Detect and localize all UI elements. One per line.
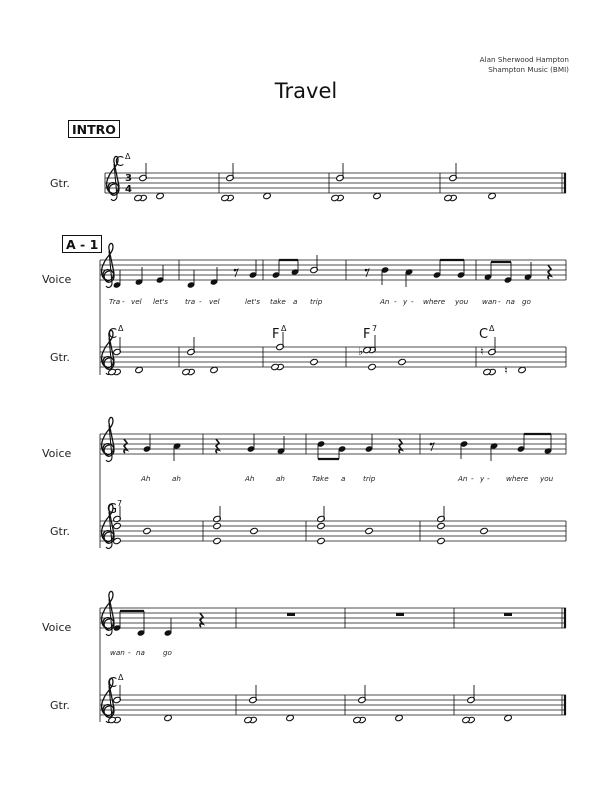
svg-text:trip: trip (363, 474, 376, 483)
chords-a1 (108, 324, 495, 342)
svg-text:vel: vel (209, 297, 220, 306)
svg-text:ah: ah (276, 474, 285, 483)
svg-text:let's: let's (245, 297, 260, 306)
lyrics-system-3 (140, 474, 554, 483)
chord-a1-3-quality: 7 (372, 324, 378, 333)
chord-a1-2-root: F (272, 327, 280, 342)
chord-a1-3-root: F (363, 327, 371, 342)
svg-text:ah: ah (172, 474, 181, 483)
time-sig-top: 3 (125, 173, 132, 184)
svg-text:-: - (498, 297, 501, 306)
staff-label-voice-2: Voice (42, 447, 72, 460)
svg-text:-: - (122, 297, 125, 306)
svg-text:you: you (540, 474, 554, 483)
svg-text:-: - (128, 648, 131, 657)
svg-text:Take: Take (312, 474, 329, 483)
svg-text:-: - (487, 474, 490, 483)
staff-system4-voice (100, 591, 566, 636)
svg-text:where: where (506, 474, 529, 483)
svg-text:♭: ♭ (358, 345, 364, 358)
chord-system4-quality: Δ (118, 673, 124, 682)
svg-text:Ah: Ah (141, 474, 151, 483)
chord-a1-4-root: C (479, 327, 489, 342)
chord-a1-1-quality: Δ (118, 324, 124, 333)
svg-text:trip: trip (310, 297, 323, 306)
chord-system3-root: G (107, 502, 118, 517)
svg-text:wan: wan (110, 648, 125, 657)
svg-text:a: a (341, 474, 346, 483)
composer-credit: Alan Sherwood Hampton (479, 55, 569, 64)
svg-text:-: - (411, 297, 414, 306)
rehearsal-mark-intro: INTRO (68, 120, 120, 138)
song-title: Travel (274, 79, 338, 103)
svg-text:wan: wan (482, 297, 497, 306)
svg-text:y: y (480, 474, 485, 483)
svg-text:a: a (293, 297, 298, 306)
svg-text:let's: let's (153, 297, 168, 306)
staff-label-gtr-4: Gtr. (50, 699, 70, 712)
publisher-credit: Shampton Music (BMI) (488, 65, 569, 74)
svg-text:♮: ♮ (480, 345, 484, 358)
staff-a1-guitar (100, 330, 566, 377)
svg-text:-: - (199, 297, 202, 306)
chord-a1-2-quality: Δ (281, 324, 287, 333)
svg-text:where: where (423, 297, 446, 306)
svg-text:An: An (380, 297, 390, 306)
staff-label-gtr-1: Gtr. (50, 177, 70, 190)
staff-intro-guitar (105, 156, 566, 201)
svg-text:go: go (163, 648, 172, 657)
svg-text:na: na (136, 648, 145, 657)
svg-text:vel: vel (131, 297, 142, 306)
chord-a1-4-quality: Δ (489, 324, 495, 333)
chord-system3-quality: 7 (117, 499, 123, 508)
staff-label-gtr-3: Gtr. (50, 525, 70, 538)
intro-chords-notes (134, 163, 497, 202)
staff-system3-voice (100, 417, 566, 461)
staff-a1-voice (100, 243, 566, 288)
lyrics-system-4 (110, 648, 173, 657)
time-sig-bottom: 4 (125, 184, 132, 195)
svg-text:take: take (270, 297, 286, 306)
staff-label-voice-3: Voice (42, 621, 72, 634)
staff-system4-guitar (100, 678, 566, 723)
svg-text:-: - (394, 297, 397, 306)
svg-text:-: - (471, 474, 474, 483)
svg-text:you: you (455, 297, 469, 306)
svg-text:Ah: Ah (245, 474, 255, 483)
svg-text:Tra: Tra (109, 297, 121, 306)
svg-text:go: go (522, 297, 531, 306)
lyrics-system-2 (109, 297, 532, 306)
staff-label-voice-1: Voice (42, 273, 72, 286)
staff-system3-guitar (100, 504, 566, 548)
chord-intro-quality: Δ (125, 152, 131, 161)
svg-text:♮: ♮ (504, 364, 508, 377)
chord-system4-root: C (108, 676, 118, 691)
chord-a1-1-root: C (108, 327, 118, 342)
rehearsal-mark-a1: A - 1 (62, 235, 102, 253)
svg-text:tra: tra (185, 297, 196, 306)
staff-label-gtr-2: Gtr. (50, 351, 70, 364)
svg-text:na: na (506, 297, 515, 306)
svg-text:An: An (458, 474, 468, 483)
svg-text:y: y (403, 297, 408, 306)
chord-intro-root: C (115, 155, 125, 170)
